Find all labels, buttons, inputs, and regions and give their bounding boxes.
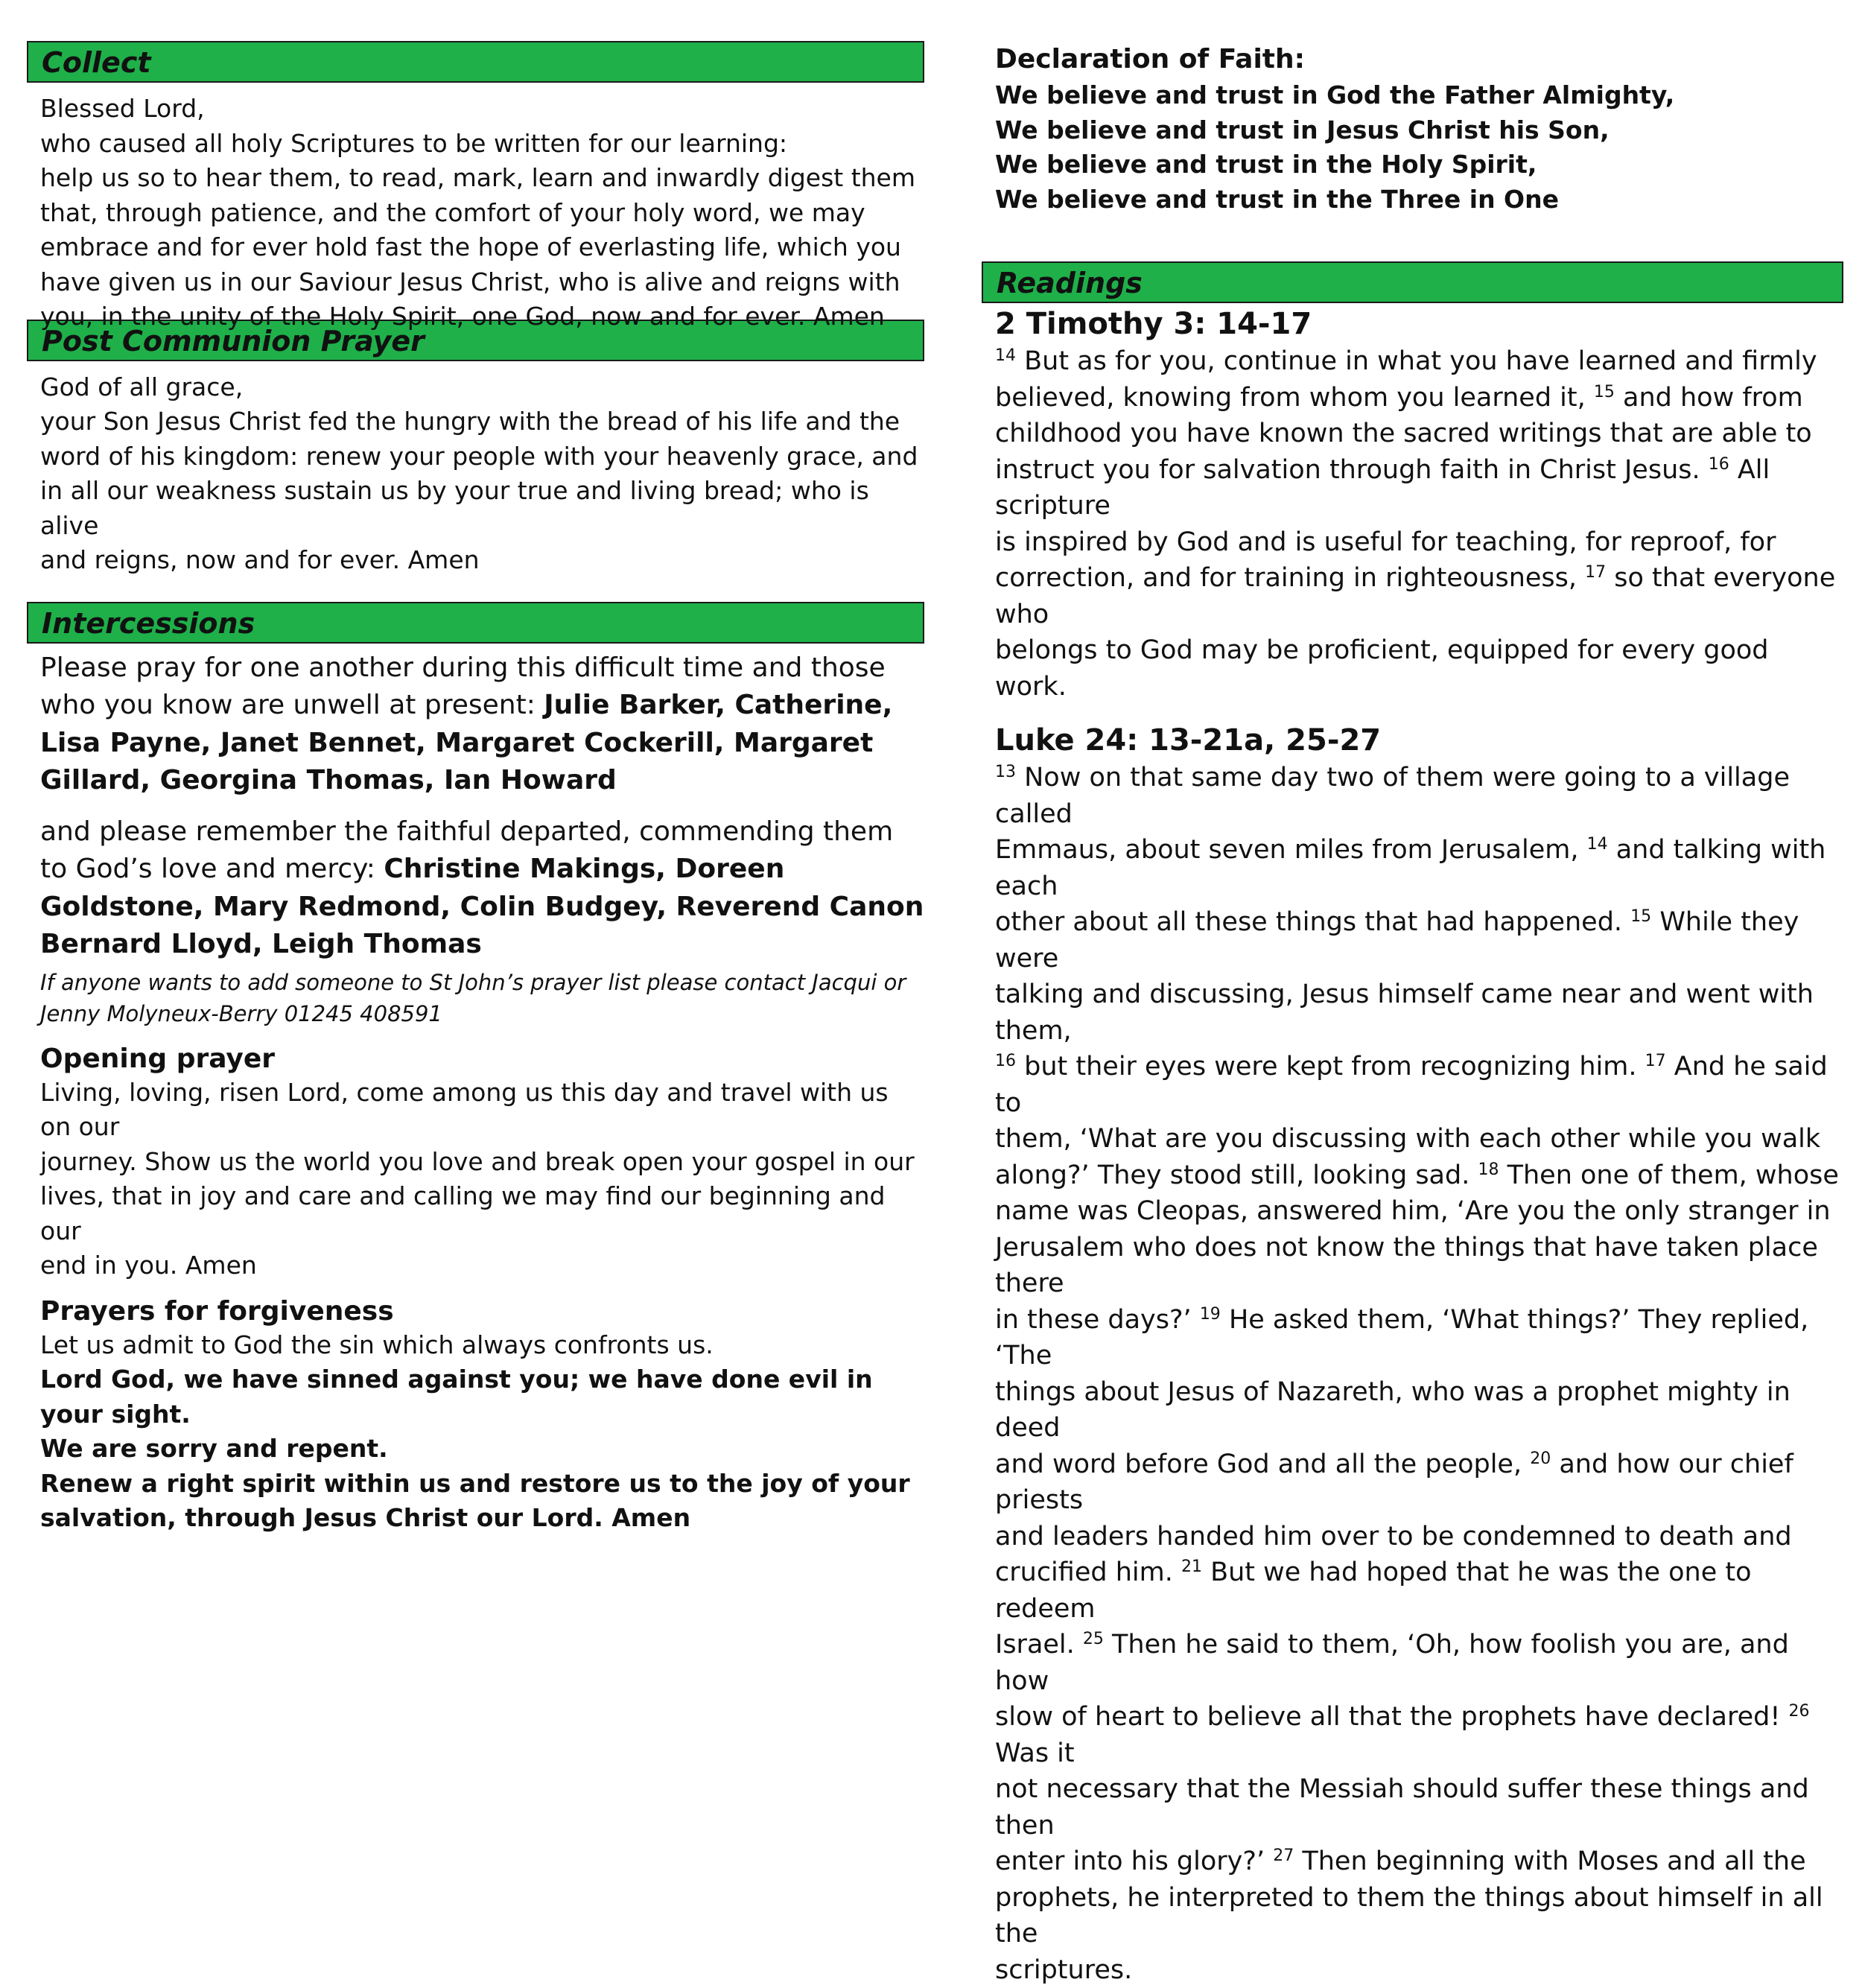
verse-text: along?’ They stood still, looking sad. bbox=[995, 1160, 1478, 1190]
verse-text: crucified him. bbox=[995, 1557, 1181, 1587]
declaration-section bbox=[982, 41, 1846, 217]
verse-text: and leaders handed him over to be condemned to death and bbox=[995, 1522, 1792, 1552]
verse-text: And he said to bbox=[995, 1052, 1828, 1118]
departed-names: Christine Makings, Doreen Goldstone, Mary Redmond, Colin Budgey, Reverend Canon Bernard Lloyd, Leigh Thomas bbox=[40, 854, 924, 959]
prayer-list-note bbox=[40, 967, 924, 1029]
collect-text bbox=[27, 92, 924, 334]
verse-number: 13 bbox=[995, 763, 1016, 781]
verse-number: 14 bbox=[1587, 835, 1608, 854]
post-communion-line: God of all grace, bbox=[40, 370, 924, 405]
reading-line bbox=[995, 760, 1846, 832]
declaration-line: We believe and trust in God the Father Almighty, bbox=[995, 78, 1846, 113]
verse-text: name was Cleopas, answered him, ‘Are you the only stranger in bbox=[995, 1196, 1831, 1226]
verse-text: belongs to God may be proficient, equipped for every good work. bbox=[995, 635, 1768, 702]
reading-line bbox=[995, 1880, 1846, 1952]
verse-number: 14 bbox=[995, 346, 1016, 365]
reading-line bbox=[995, 343, 1846, 380]
verse-number: 16 bbox=[1709, 455, 1729, 474]
verse-text: them, ‘What are you discussing with each other while you walk bbox=[995, 1124, 1820, 1154]
verse-text: enter into his glory?’ bbox=[995, 1846, 1273, 1876]
collect-line: who caused all holy Scriptures to be written for our learning: bbox=[40, 127, 924, 162]
verse-number: 18 bbox=[1478, 1160, 1499, 1179]
verse-text: Then one of them, whose bbox=[1499, 1160, 1838, 1190]
reading-line bbox=[995, 560, 1846, 632]
verse-text: things about Jesus of Nazareth, who was a prophet mighty in deed bbox=[995, 1377, 1790, 1444]
verse-text: and word before God and all the people, bbox=[995, 1449, 1530, 1479]
forgiveness-line: salvation, through Jesus Christ our Lord. Amen bbox=[40, 1501, 924, 1536]
reading-line bbox=[995, 832, 1846, 904]
verse-text: and how our chief priests bbox=[995, 1449, 1793, 1516]
intercessions-text bbox=[27, 650, 924, 1029]
post-communion-text bbox=[27, 370, 924, 578]
verse-text: While they were bbox=[995, 907, 1799, 974]
forgiveness-intro: Let us admit to God the sin which always confronts us. bbox=[40, 1328, 924, 1363]
verse-number: 19 bbox=[1200, 1305, 1221, 1324]
verse-text: and how from bbox=[1615, 383, 1803, 413]
reading-line bbox=[995, 976, 1846, 1049]
reading-line bbox=[995, 1121, 1846, 1157]
verse-number: 21 bbox=[1181, 1557, 1202, 1576]
verse-number: 16 bbox=[995, 1052, 1016, 1070]
reading-line bbox=[995, 452, 1846, 524]
verse-text: prophets, he interpreted to them the things about himself in all the bbox=[995, 1883, 1823, 1949]
verse-text: Emmaus, about seven miles from Jerusalem, bbox=[995, 835, 1587, 865]
reading-line bbox=[995, 904, 1846, 976]
reading-line bbox=[995, 524, 1846, 561]
verse-number: 26 bbox=[1789, 1702, 1810, 1721]
reading-1-reference: 2 Timothy 3: 14-17 bbox=[995, 305, 1846, 343]
departed-intro: and please remember the faithful departed, commending them to God’s love and mercy: bbox=[40, 816, 893, 885]
post-communion-line: in all our weakness sustain us by your true and living bread; who is alive bbox=[40, 474, 924, 543]
right-column bbox=[982, 41, 1846, 1988]
forgiveness-line: Renew a right spirit within us and restore us to the joy of your bbox=[40, 1467, 924, 1502]
opening-prayer-section bbox=[27, 1043, 924, 1283]
opening-prayer-line: journey. Show us the world you love and break open your gospel in our bbox=[40, 1145, 924, 1180]
verse-number: 17 bbox=[1585, 563, 1606, 582]
reading-line bbox=[995, 1699, 1846, 1771]
opening-prayer-line: Living, loving, risen Lord, come among us this day and travel with us on our bbox=[40, 1076, 924, 1145]
post-communion-heading: Post Communion Prayer bbox=[27, 320, 924, 361]
verse-text: Israel. bbox=[995, 1630, 1083, 1660]
verse-text: talking and discussing, Jesus himself came near and went with them, bbox=[995, 979, 1814, 1046]
post-communion-line: your Son Jesus Christ fed the hungry with the bread of his life and the bbox=[40, 404, 924, 439]
verse-text: Then beginning with Moses and all the bbox=[1294, 1846, 1805, 1876]
verse-text: All scripture bbox=[995, 455, 1770, 521]
opening-prayer-heading: Opening prayer bbox=[40, 1043, 924, 1076]
unwell-names: Julie Barker, Catherine, Lisa Payne, Janet Bennet, Margaret Cockerill, Margaret Gillard, Georgina Thomas, Ian Howard bbox=[40, 690, 892, 795]
reading-line bbox=[995, 1302, 1846, 1374]
reading-1 bbox=[982, 305, 1846, 705]
opening-prayer-text bbox=[40, 1076, 924, 1283]
verse-text: Then he said to them, ‘Oh, how foolish you are, and how bbox=[995, 1630, 1789, 1696]
departed-paragraph bbox=[40, 813, 924, 964]
verse-text: Was it bbox=[995, 1738, 1075, 1768]
forgiveness-line: We are sorry and repent. bbox=[40, 1432, 924, 1467]
intercessions-heading: Intercessions bbox=[27, 602, 924, 644]
reading-line bbox=[995, 1230, 1846, 1302]
post-communion-line: and reigns, now and for ever. Amen bbox=[40, 543, 924, 578]
reading-2-reference: Luke 24: 13-21a, 25-27 bbox=[995, 721, 1846, 760]
verse-text: so that everyone who bbox=[995, 563, 1835, 629]
verse-text: in these days?’ bbox=[995, 1305, 1200, 1335]
declaration-line: We believe and trust in Jesus Christ his Son, bbox=[995, 113, 1846, 148]
reading-line bbox=[995, 632, 1846, 705]
verse-number: 15 bbox=[1594, 383, 1615, 401]
verse-text: other about all these things that had happened. bbox=[995, 907, 1630, 937]
reading-2-text bbox=[995, 760, 1846, 1988]
verse-text: believed, knowing from whom you learned it, bbox=[995, 383, 1594, 413]
forgiveness-line: Lord God, we have sinned against you; we have done evil in your sight. bbox=[40, 1362, 924, 1432]
note-line: If anyone wants to add someone to St John’s prayer list please contact Jacqui or bbox=[40, 967, 924, 998]
reading-line bbox=[995, 1374, 1846, 1446]
collect-line: that, through patience, and the comfort of your holy word, we may bbox=[40, 196, 924, 231]
reading-line bbox=[995, 1843, 1846, 1880]
reading-line bbox=[995, 416, 1846, 452]
verse-number: 15 bbox=[1630, 907, 1651, 926]
declaration-line: We believe and trust in the Three in One bbox=[995, 182, 1846, 217]
verse-number: 25 bbox=[1083, 1630, 1104, 1648]
reading-line bbox=[995, 1519, 1846, 1555]
reading-line bbox=[995, 1771, 1846, 1843]
verse-text: correction, and for training in righteousness, bbox=[995, 563, 1585, 593]
reading-line bbox=[995, 1193, 1846, 1230]
verse-text: Jerusalem who does not know the things that have taken place there bbox=[995, 1233, 1818, 1299]
reading-1-text bbox=[995, 343, 1846, 705]
reading-line bbox=[995, 1627, 1846, 1699]
verse-text: But we had hoped that he was the one to redeem bbox=[995, 1557, 1752, 1624]
note-line: Jenny Molyneux-Berry 01245 408591 bbox=[40, 998, 924, 1029]
declaration-heading: Declaration of Faith: bbox=[995, 41, 1846, 78]
collect-line: you, in the unity of the Holy Spirit, one God, now and for ever. Amen bbox=[40, 299, 924, 334]
verse-text: He asked them, ‘What things?’ They replied, ‘The bbox=[995, 1305, 1808, 1371]
verse-text: is inspired by God and is useful for teaching, for reproof, for bbox=[995, 527, 1776, 557]
verse-text: slow of heart to believe all that the prophets have declared! bbox=[995, 1702, 1789, 1732]
forgiveness-response bbox=[40, 1362, 924, 1536]
readings-heading: Readings bbox=[982, 261, 1843, 303]
verse-text: instruct you for salvation through faith in Christ Jesus. bbox=[995, 455, 1709, 485]
verse-text: and talking with each bbox=[995, 835, 1826, 901]
verse-text: scriptures. bbox=[995, 1955, 1132, 1985]
collect-line: Blessed Lord, bbox=[40, 92, 924, 127]
post-communion-line: word of his kingdom: renew your people with your heavenly grace, and bbox=[40, 439, 924, 474]
opening-prayer-line: end in you. Amen bbox=[40, 1248, 924, 1283]
verse-text: childhood you have known the sacred writings that are able to bbox=[995, 419, 1812, 448]
forgiveness-heading: Prayers for forgiveness bbox=[40, 1295, 924, 1328]
verse-number: 17 bbox=[1645, 1052, 1666, 1070]
reading-line bbox=[995, 1446, 1846, 1519]
forgiveness-section bbox=[27, 1295, 924, 1536]
collect-line: embrace and for ever hold fast the hope of everlasting life, which you bbox=[40, 230, 924, 265]
reading-line bbox=[995, 380, 1846, 416]
opening-prayer-line: lives, that in joy and care and calling we may find our beginning and our bbox=[40, 1179, 924, 1248]
declaration-line: We believe and trust in the Holy Spirit, bbox=[995, 147, 1846, 182]
reading-2 bbox=[982, 721, 1846, 1988]
verse-text: but their eyes were kept from recognizing him. bbox=[1016, 1052, 1645, 1082]
reading-line bbox=[995, 1157, 1846, 1194]
reading-line bbox=[995, 1049, 1846, 1121]
verse-number: 27 bbox=[1273, 1846, 1294, 1865]
verse-number: 20 bbox=[1530, 1449, 1551, 1468]
reading-line bbox=[995, 1554, 1846, 1627]
verse-text: not necessary that the Messiah should suffer these things and then bbox=[995, 1774, 1809, 1841]
verse-text: Now on that same day two of them were going to a village called bbox=[995, 763, 1790, 829]
collect-line: help us so to hear them, to read, mark, learn and inwardly digest them bbox=[40, 161, 924, 196]
reading-line bbox=[995, 1952, 1846, 1988]
verse-text: But as for you, continue in what you have learned and firmly bbox=[1016, 346, 1817, 376]
unwell-paragraph bbox=[40, 650, 924, 800]
collect-heading: Collect bbox=[27, 41, 924, 83]
unwell-intro: Please pray for one another during this difficult time and those who you know are unwell at present: bbox=[40, 652, 886, 721]
collect-line: have given us in our Saviour Jesus Christ, who is alive and reigns with bbox=[40, 265, 924, 300]
left-column bbox=[27, 41, 924, 1536]
